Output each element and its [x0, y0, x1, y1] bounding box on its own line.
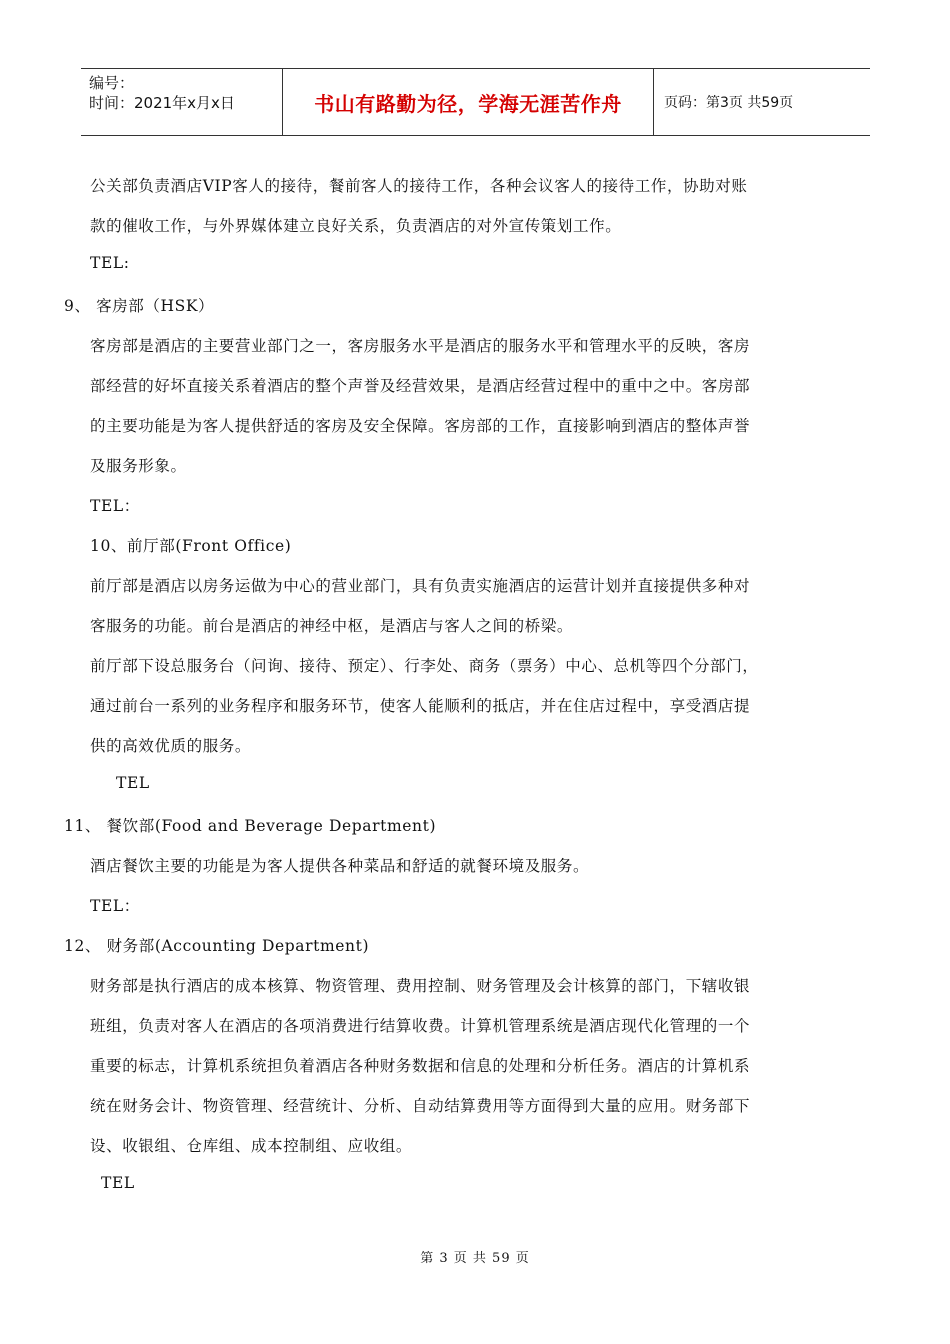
- body-line: TEL: [116, 774, 150, 792]
- header-table: [81, 68, 870, 136]
- body-line: TEL：: [90, 497, 140, 515]
- body-line: 统在财务会计、物资管理、经营统计、分析、自动结算费用等方面得到大量的应用。财务部下: [90, 1097, 751, 1115]
- body-line: 及服务形象。: [90, 457, 187, 475]
- body-line: 通过前台一系列的业务程序和服务环节，使客人能顺利的抵店，并在住店过程中，享受酒店提: [90, 697, 751, 715]
- body-line: 酒店餐饮主要的功能是为客人提供各种菜品和舒适的就餐环境及服务。: [90, 857, 590, 875]
- body-line: TEL:: [90, 254, 130, 272]
- page-footer: 第 3 页 共 59 页: [420, 1251, 530, 1266]
- body-line: 重要的标志，计算机系统担负着酒店各种财务数据和信息的处理和分析任务。酒店的计算机系: [90, 1057, 751, 1075]
- page-info: 页码：第3页 共59页: [664, 95, 794, 111]
- body-line: 的主要功能是为客人提供舒适的客房及安全保障。客房部的工作，直接影响到酒店的整体声誉: [90, 417, 751, 435]
- body-line: 客服务的功能。前台是酒店的神经中枢，是酒店与客人之间的桥梁。: [90, 617, 574, 635]
- body-line: 前厅部是酒店以房务运做为中心的营业部门，具有负责实施酒店的运营计划并直接提供多种对: [90, 577, 751, 595]
- motto: 书山有路勤为径，学海无涯苦作舟: [282, 69, 654, 135]
- body-line: TEL：: [90, 897, 140, 915]
- body-line: 财务部是执行酒店的成本核算、物资管理、费用控制、财务管理及会计核算的部门，下辖收银: [90, 977, 751, 995]
- time-label: 时间：2021年x月x日: [89, 94, 235, 112]
- section-heading: 9、 客房部（HSK）: [64, 297, 215, 315]
- body-line: 前厅部下设总服务台（问询、接待、预定）、行李处、商务（票务）中心、总机等四个分部门，: [90, 657, 759, 675]
- body-line: TEL: [101, 1174, 135, 1192]
- body-line: 设、收银组、仓库组、成本控制组、应收组。: [90, 1137, 413, 1155]
- number-label: 编号：: [89, 74, 135, 92]
- body-line: 部经营的好坏直接关系着酒店的整个声誉及经营效果，是酒店经营过程中的重中之中。客房部: [90, 377, 751, 395]
- body-line: 供的高效优质的服务。: [90, 737, 252, 755]
- body-line: 班组，负责对客人在酒店的各项消费进行结算收费。计算机管理系统是酒店现代化管理的一个: [90, 1017, 751, 1035]
- body-line: 款的催收工作，与外界媒体建立良好关系，负责酒店的对外宣传策划工作。: [90, 217, 622, 235]
- body-line: 客房部是酒店的主要营业部门之一，客房服务水平是酒店的服务水平和管理水平的反映，客房: [90, 337, 751, 355]
- section-heading: 10、前厅部(Front Office): [90, 537, 292, 555]
- body-line: 公关部负责酒店VIP客人的接待，餐前客人的接待工作，各种会议客人的接待工作，协助对账: [90, 177, 748, 195]
- section-heading: 12、 财务部(Accounting Department): [64, 937, 370, 955]
- section-heading: 11、 餐饮部(Food and Beverage Department): [64, 817, 437, 835]
- header-meta: [81, 69, 282, 135]
